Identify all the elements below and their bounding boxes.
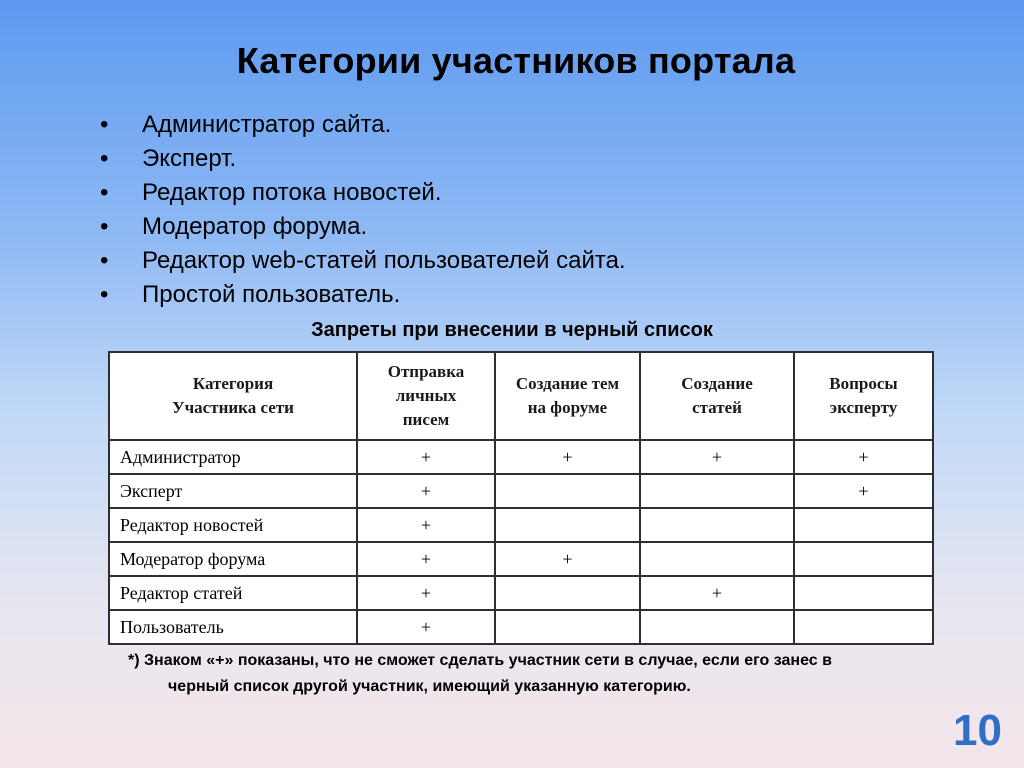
table-cell [640,610,794,644]
bullet-item: • Редактор web-статей пользователей сайта. [100,244,626,278]
bullet-item: • Администратор сайта. [100,108,626,142]
table-cell: + [357,440,495,474]
table-cell: + [640,576,794,610]
participant-categories-list [100,108,626,312]
slide-title: Категории участников портала [236,40,796,81]
footnote-line: *) Знаком «+» показаны, что не сможет сделать участник сети в случае, если его занес в [128,652,832,669]
table-cell [640,542,794,576]
table-cell: + [495,440,640,474]
table-cell-category: Администратор [109,440,357,474]
table-cell: + [357,542,495,576]
table-row [109,610,933,644]
table-row [109,542,933,576]
table-cell [794,610,933,644]
table-cell: + [794,440,933,474]
table-cell [640,508,794,542]
table-cell: + [357,508,495,542]
bullet-item: • Простой пользователь. [100,278,626,312]
page-number: 10 [953,706,1002,755]
table-row [109,440,933,474]
table-cell [495,474,640,508]
table-cell [794,542,933,576]
table-row [109,508,933,542]
table-caption: Запреты при внесении в черный список [311,319,713,341]
header-category: Категория Участника сети [109,352,357,440]
table-header-row [109,352,933,440]
table-cell-category: Модератор форума [109,542,357,576]
blacklist-bans-table [108,351,934,645]
table-cell [794,576,933,610]
header-expert-questions: Вопросы эксперту [794,352,933,440]
table-cell: + [794,474,933,508]
table-cell-category: Редактор статей [109,576,357,610]
table-cell [495,576,640,610]
table-cell-category: Эксперт [109,474,357,508]
table-cell [495,610,640,644]
table-cell-category: Редактор новостей [109,508,357,542]
table-cell-category: Пользователь [109,610,357,644]
table-cell: + [495,542,640,576]
header-articles: Создание статей [640,352,794,440]
bullet-item: • Модератор форума. [100,210,626,244]
footnote-line: черный список другой участник, имеющий указанную категорию. [168,678,691,695]
table-cell: + [640,440,794,474]
bullet-item: • Редактор потока новостей. [100,176,626,210]
table-row [109,576,933,610]
footnote [128,648,908,700]
table-cell: + [357,474,495,508]
table-row [109,474,933,508]
table-cell: + [357,610,495,644]
bullet-item: • Эксперт. [100,142,626,176]
table-cell [640,474,794,508]
table-cell [495,508,640,542]
header-private-messages: Отправка личных писем [357,352,495,440]
header-forum-topics: Создание тем на форуме [495,352,640,440]
table-cell [794,508,933,542]
table-cell: + [357,576,495,610]
